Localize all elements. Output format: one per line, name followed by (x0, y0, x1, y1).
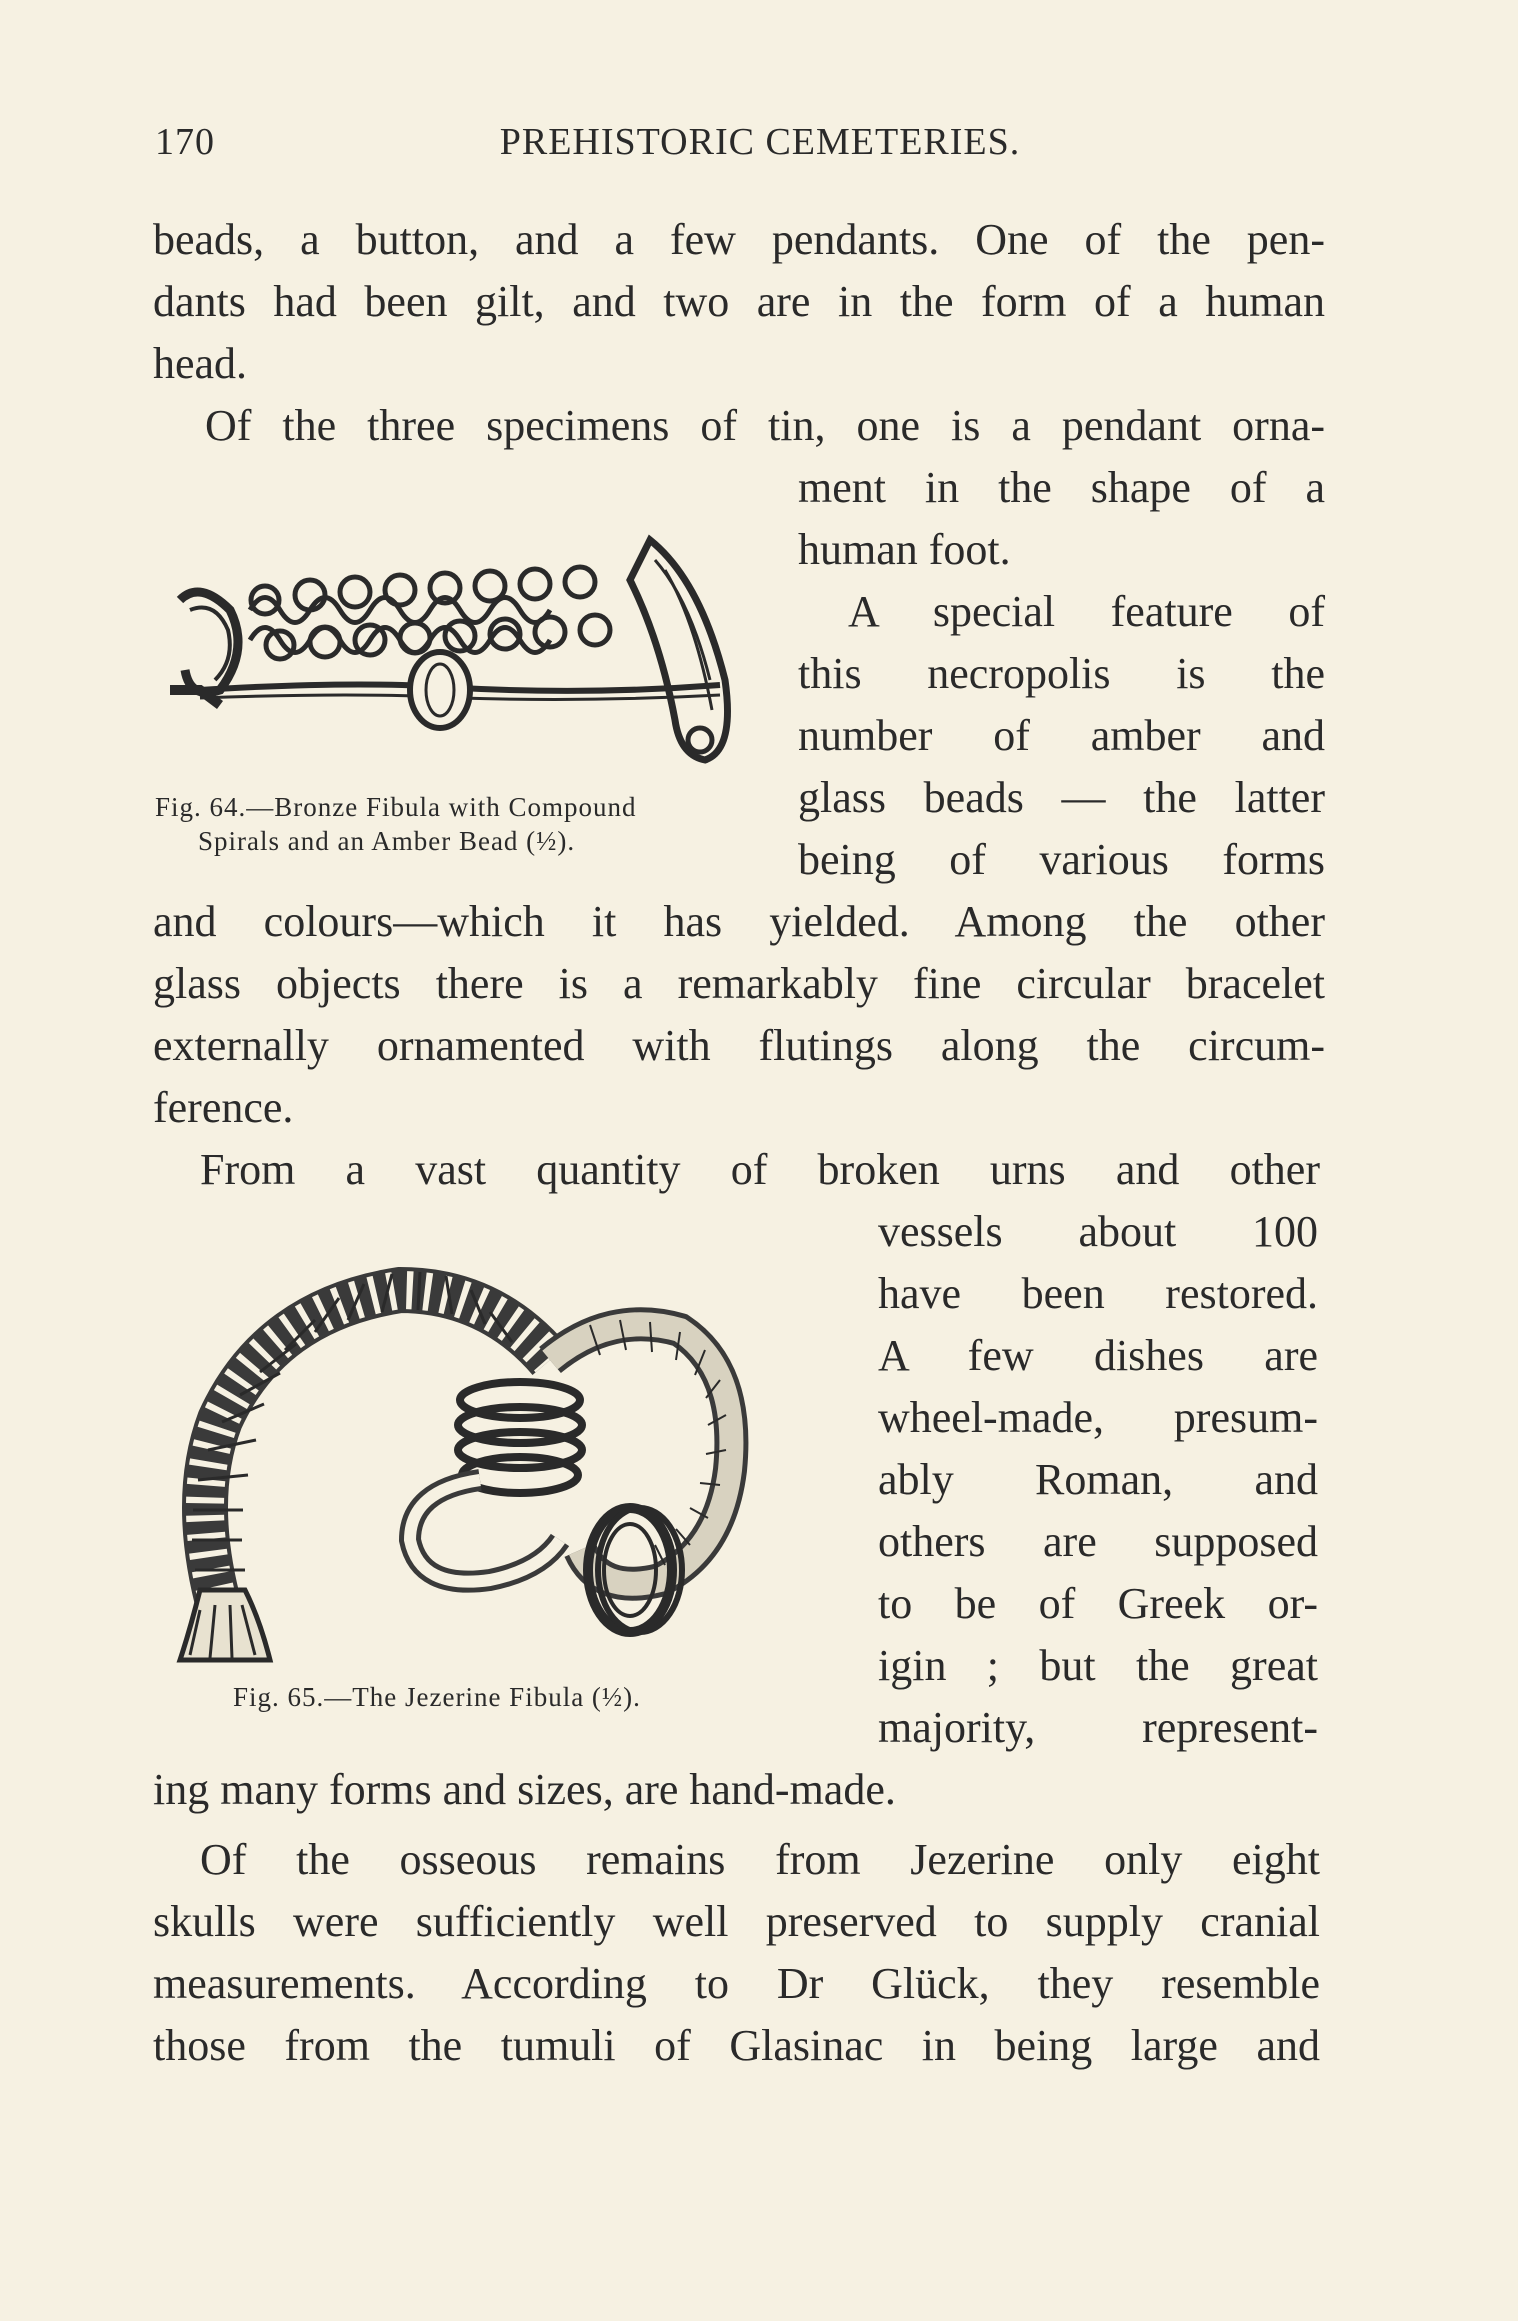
text-line: and colours—which it has yielded. Among the other (153, 897, 1325, 946)
text-line: being of various forms (798, 835, 1325, 884)
page-number: 170 (155, 121, 215, 163)
text-line: vessels about 100 (878, 1207, 1318, 1256)
text-line: Of the three specimens of tin, one is a pendant orna- (205, 401, 1325, 450)
text-line: number of amber and (798, 711, 1325, 760)
text-line: externally ornamented with flutings along the circum- (153, 1021, 1325, 1070)
text-line: majority, represent- (878, 1703, 1318, 1752)
text-line: Of the osseous remains from Jezerine only eight (200, 1835, 1320, 1884)
figure-65-caption: Fig. 65.—The Jezerine Fibula (½). (233, 1682, 641, 1712)
text-line: ment in the shape of a (798, 463, 1325, 512)
text-line: measurements. According to Dr Glück, they resemble (153, 1959, 1320, 2008)
text-line: beads, a button, and a few pendants. One of the pen- (153, 215, 1325, 264)
fibula-spirals-illustration (160, 520, 765, 780)
text-line: ference. (153, 1083, 294, 1132)
jezerine-fibula-illustration (160, 1250, 830, 1670)
text-line: glass objects there is a remarkably fine circular bracelet (153, 959, 1325, 1008)
text-line: A few dishes are (878, 1331, 1318, 1380)
text-line: have been restored. (878, 1269, 1318, 1318)
text-line: skulls were sufficiently well preserved to supply cranial (153, 1897, 1320, 1946)
text-line: ably Roman, and (878, 1455, 1318, 1504)
page-header (155, 120, 1325, 170)
text-line: glass beads — the latter (798, 773, 1325, 822)
text-line: those from the tumuli of Glasinac in being large and (153, 2021, 1320, 2070)
text-line: dants had been gilt, and two are in the form of a human (153, 277, 1325, 326)
text-line: ing many forms and sizes, are hand-made. (153, 1765, 896, 1814)
text-line: A special feature of (848, 587, 1325, 636)
figure-64-caption: Fig. 64.—Bronze Fibula with Compound (155, 792, 637, 822)
text-line: head. (153, 339, 248, 388)
text-line: others are supposed (878, 1517, 1318, 1566)
text-line: igin ; but the great (878, 1641, 1318, 1690)
figure-65-jezerine-fibula (160, 1250, 830, 1670)
text-line: to be of Greek or- (878, 1579, 1318, 1628)
figure-64-caption: Spirals and an Amber Bead (½). (198, 826, 576, 856)
text-line: From a vast quantity of broken urns and other (200, 1145, 1320, 1194)
running-title: PREHISTORIC CEMETERIES. (499, 121, 1021, 163)
text-line: human foot. (798, 525, 1011, 574)
figure-64-bronze-fibula (160, 520, 765, 780)
text-line: this necropolis is the (798, 649, 1325, 698)
text-line: wheel-made, presum- (878, 1393, 1318, 1442)
